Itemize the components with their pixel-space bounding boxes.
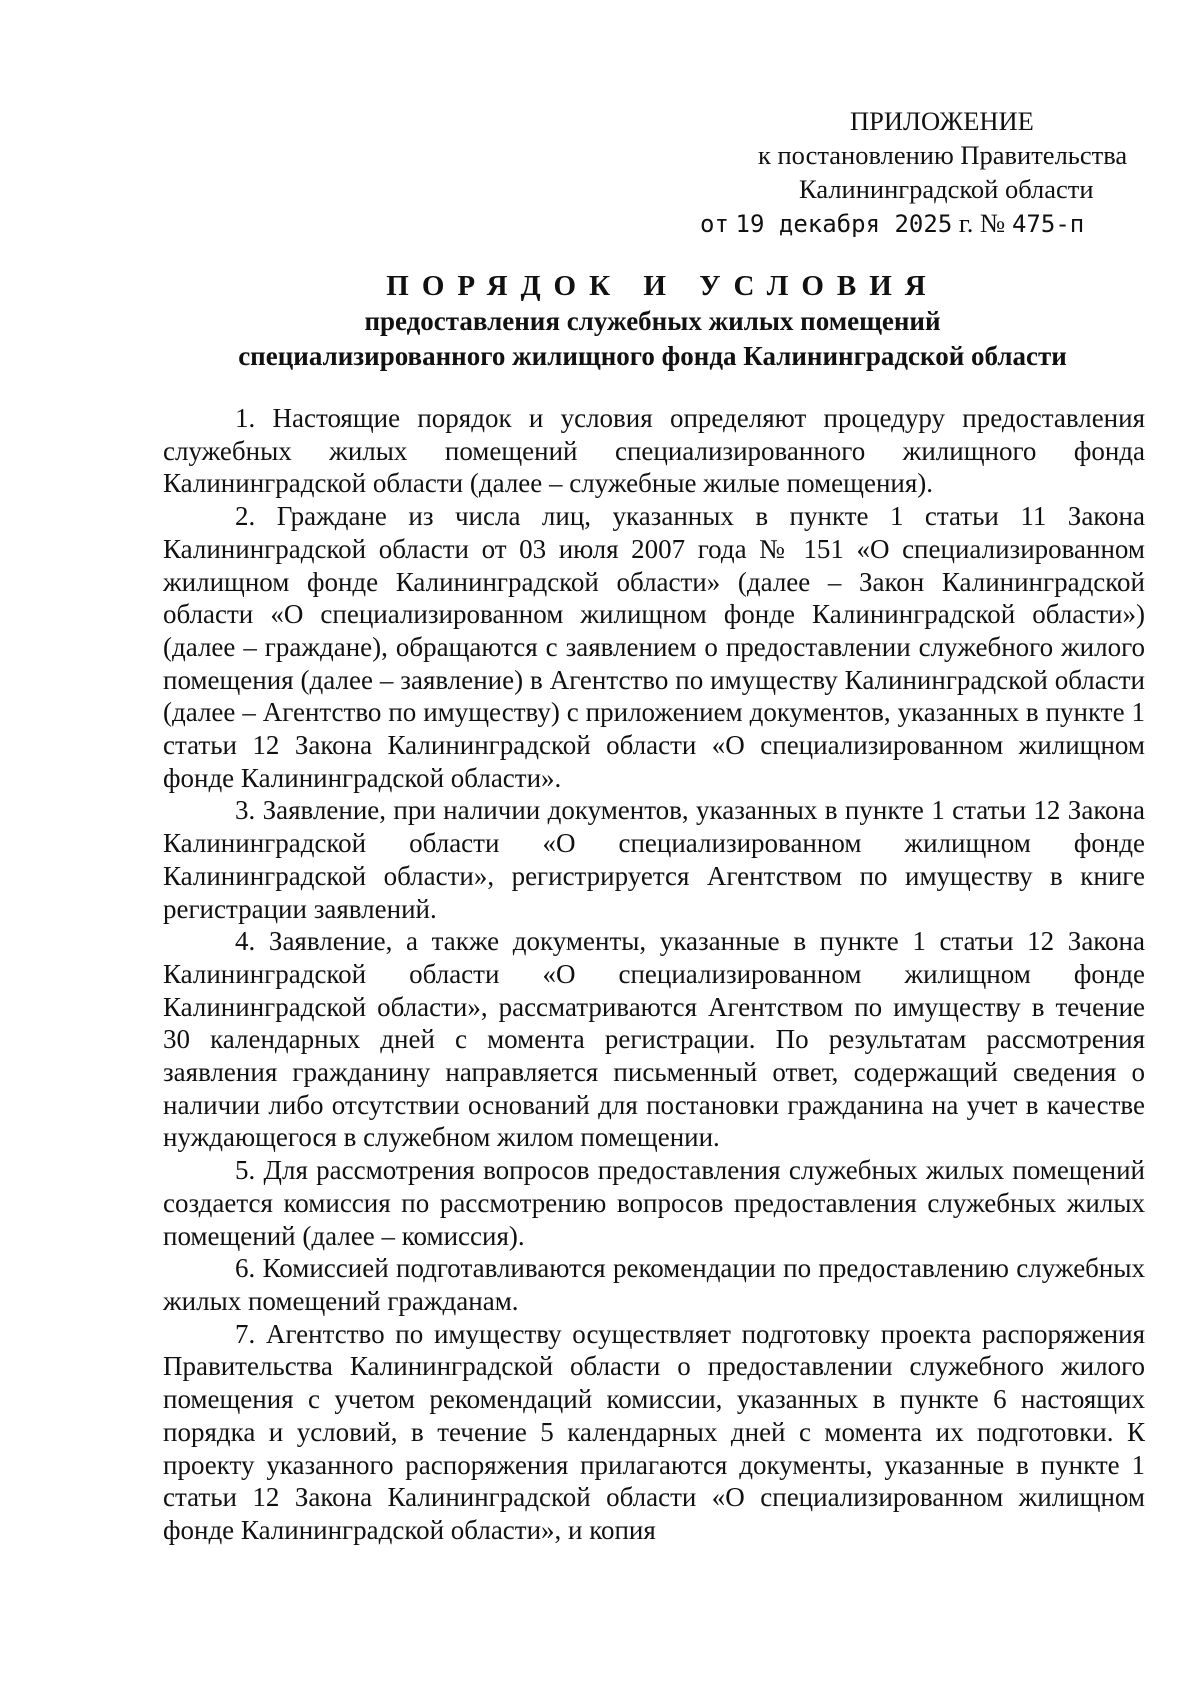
document-subtitle-line-1: предоставления служебных жилых помещений — [364, 306, 941, 336]
document-title: ПОРЯДОК И УСЛОВИЯ — [386, 270, 939, 302]
paragraph-2: 2. Граждане из числа лиц, указанных в пункте 1 статьи 11 Закона Калининградской области от 03 июля 2007 года № 151 «О специализированном жилищном фонде Калининградской области» (далее – Закон Калининградской области «О специализированном жилищном фонде Калининградской области») (далее – граждане), обращаются с заявлением о предоставлении служебного жилого помещения (далее – заявление) в Агентство по имуществу Калининградской области (далее – Агентство по имуществу) с приложением документов, указанных в пункте 1 статьи 12 Закона Калининградской области «О специализированном жилищном фонде Калининградской области». — [163, 501, 1145, 793]
appendix-resolution-line: к постановлению Правительства — [758, 140, 1128, 170]
appendix-date-line — [700, 206, 1160, 241]
date-year-suffix: г. — [958, 208, 974, 238]
number-sign: № — [980, 208, 1006, 238]
paragraph-5: 5. Для рассмотрения вопросов предоставления служебных жилых помещений создается комиссия по рассмотрению вопросов предоставления служебных жилых помещений (далее – комиссия). — [163, 1155, 1145, 1251]
document-body — [163, 402, 1145, 1547]
paragraph-6: 6. Комиссией подготавливаются рекомендации по предоставлению служебных жилых помещений гражданам. — [163, 1253, 1145, 1316]
paragraph-1: 1. Настоящие порядок и условия определяют процедуру предоставления служебных жилых помещений специализированного жилищного фонда Калининградской области (далее – служебные жилые помещения). — [163, 403, 1145, 499]
paragraph-3: 3. Заявление, при наличии документов, указанных в пункте 1 статьи 12 Закона Калининградской области «О специализированном жилищном фонде Калининградской области», регистрируется Агентством по имуществу в книге регистрации заявлений. — [163, 795, 1145, 924]
document-subtitle-line-2: специализированного жилищного фонда Калининградской области — [238, 341, 1067, 371]
date-prefix: от — [700, 210, 729, 238]
appendix-region-line: Калининградской области — [799, 174, 1094, 204]
appendix-label: ПРИЛОЖЕНИЕ — [850, 106, 1034, 136]
paragraph-4: 4. Заявление, а также документы, указанные в пункте 1 статьи 12 Закона Калининградской области «О специализированном жилищном фонде Калининградской области», рассматриваются Агентством по имуществу в течение 30 календарных дней с момента регистрации. По результатам рассмотрения заявления гражданину направляется письменный ответ, содержащий сведения о наличии либо отсутствии оснований для постановки гражданина на учет в качестве нуждающегося в служебном жилом помещении. — [163, 926, 1145, 1153]
appendix-header — [700, 104, 1160, 241]
document-number: 475-п — [1011, 210, 1085, 238]
date-value: 19 декабря 2025 — [735, 210, 953, 238]
paragraph-7: 7. Агентство по имуществу осуществляет подготовку проекта распоряжения Правительства Калининградской области о предоставлении служебного жилого помещения с учетом рекомендаций комиссии, указанных в пункте 6 настоящих порядка и условий, в течение 5 календарных дней с момента их подготовки. К проекту указанного распоряжения прилагаются документы, указанные в пункте 1 статьи 12 Закона Калининградской области «О специализированном жилищном фонде Калининградской области», и копия — [163, 1318, 1145, 1545]
